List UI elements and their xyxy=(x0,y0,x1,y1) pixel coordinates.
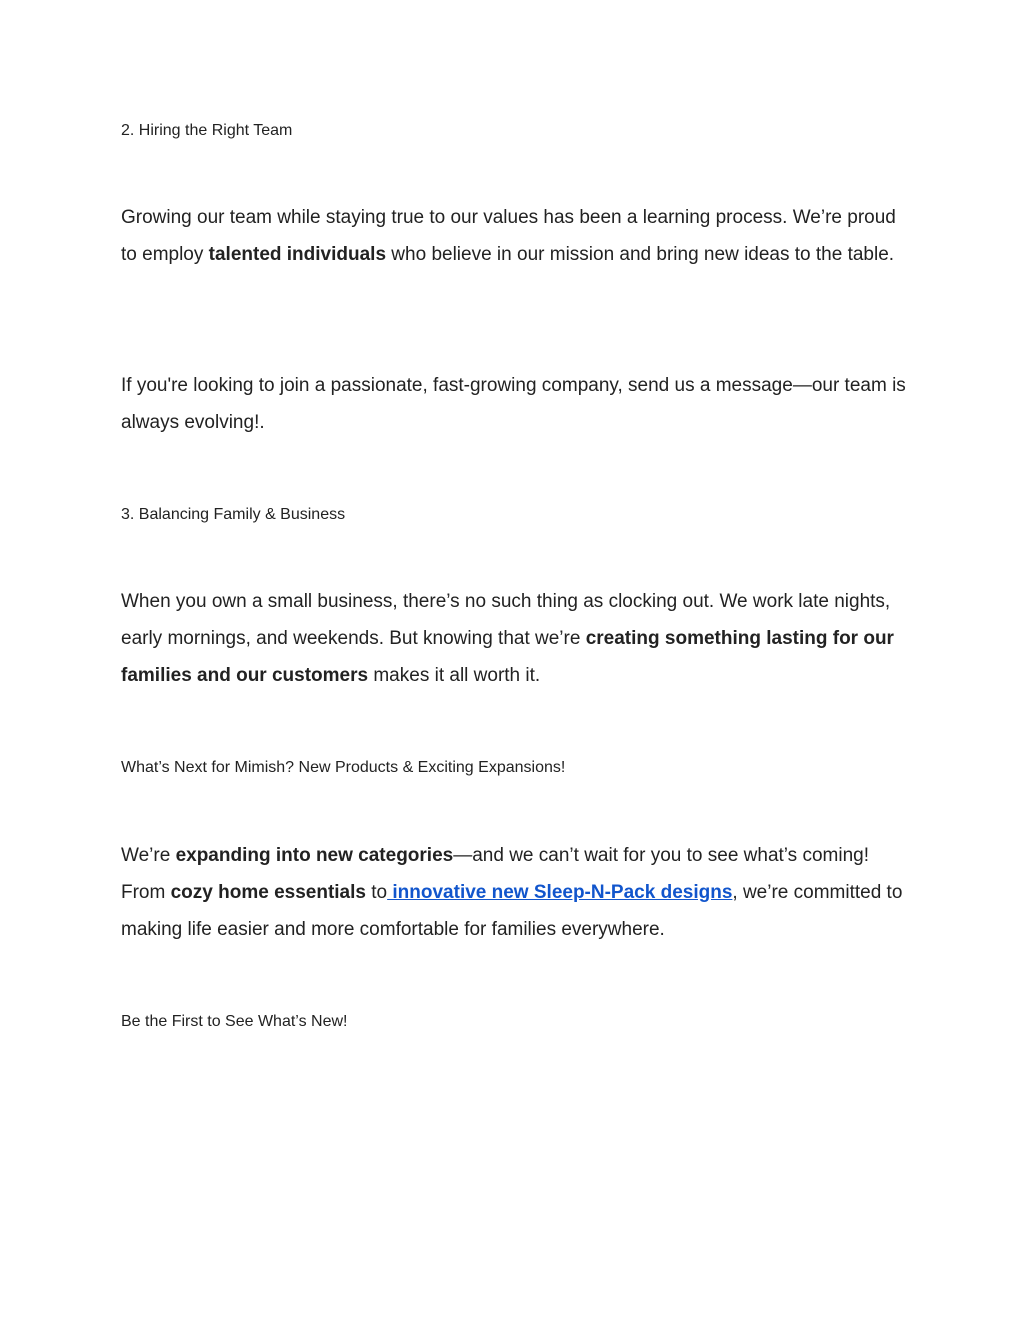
section-heading-be-first: Be the First to See What’s New! xyxy=(121,1013,348,1030)
paragraph-join-team: If you're looking to join a passionate, fast-growing company, send us a message—our team is always evolving!. xyxy=(121,375,906,433)
paragraph-hiring-team xyxy=(121,199,911,273)
paragraph-text: to xyxy=(365,882,388,903)
paragraph-text: Growing our team while staying true to our values has been a learning process. We’re proud to employ xyxy=(121,207,896,265)
section-heading-whats-next: What’s Next for Mimish? New Products & Exciting Expansions! xyxy=(121,759,566,776)
bold-text: creating something lasting for our families and our customers xyxy=(121,628,894,686)
section-heading-hiring: 2. Hiring the Right Team xyxy=(121,122,293,139)
sleep-n-pack-link[interactable]: innovative new Sleep-N-Pack designs xyxy=(387,882,733,903)
paragraph-text: We’re xyxy=(121,845,176,866)
paragraph-text: who believe in our mission and bring new ideas to the table. xyxy=(386,244,895,265)
paragraph-whats-next xyxy=(121,837,911,948)
bold-text: talented individuals xyxy=(208,244,387,265)
paragraph-text: —and we can’t wait for you to see what’s coming! From xyxy=(121,845,869,903)
paragraph-text: When you own a small business, there’s no such thing as clocking out. We work late nights, early mornings, and weekends. But knowing that we’re xyxy=(121,591,891,649)
paragraph-text: makes it all worth it. xyxy=(368,665,541,686)
paragraph-balancing xyxy=(121,583,911,694)
section-heading-balancing: 3. Balancing Family & Business xyxy=(121,506,346,523)
paragraph-text: , we’re committed to making life easier and more comfortable for families everywhere. xyxy=(121,882,903,940)
bold-text: cozy home essentials xyxy=(170,882,366,903)
bold-text: expanding into new categories xyxy=(175,845,454,866)
